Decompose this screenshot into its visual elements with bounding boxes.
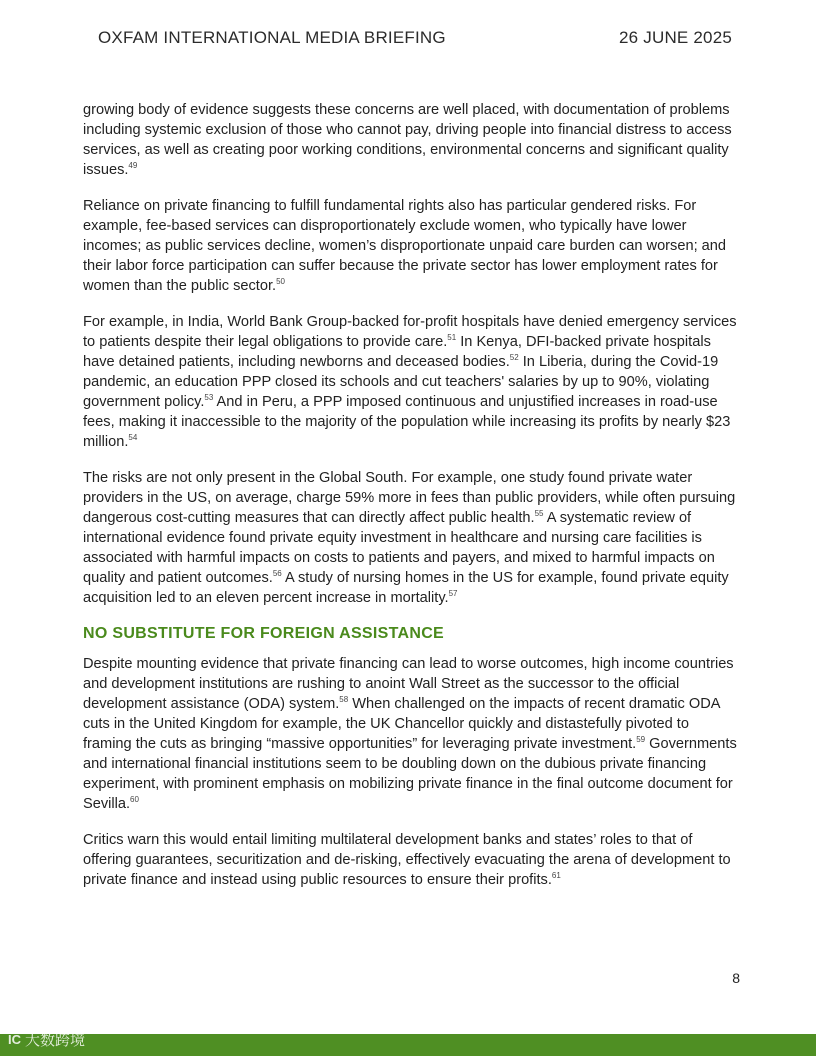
- paragraph-4: [83, 468, 741, 608]
- paragraph-text: Critics warn this would entail limiting multilateral development banks and states’ roles to that of offering guarantees, securitization and de-risking, effectively evacuating the arena of development to private finance and instead using public resources to ensure their profits.: [83, 832, 731, 888]
- paragraph-text: In Liberia, during the Covid-19 pandemic, an education PPP closed its schools and cut teachers' salaries by up to 90%, violating government policy.: [83, 354, 719, 410]
- paragraph-text: growing body of evidence suggests these concerns are well placed, with documentation of problems including systemic exclusion of those who cannot pay, driving people into financial distress to access services, as well as creating poor working conditions, environmental concerns and significant quality issues.: [83, 102, 732, 178]
- footer-bar: [0, 1034, 816, 1056]
- watermark: [8, 1029, 85, 1050]
- header-date: 26 JUNE 2025: [619, 28, 732, 47]
- footnote-ref: 58: [339, 695, 349, 704]
- paragraph-text: Reliance on private financing to fulfill fundamental rights also has particular gendered risks. For example, fee-based services can disproportionately exclude women, who typically have lower incomes; as public services decline, women’s disproportionate unpaid care burden can worsen; and their labor force participation can suffer because the private sector has lower employment rates for women than the public sector.: [83, 198, 727, 294]
- paragraph-text: In Kenya, DFI-backed private hospitals have detained patients, including newborns and deceased bodies.: [83, 334, 711, 370]
- page-header: [98, 28, 732, 48]
- paragraph-text: When challenged on the impacts of recent dramatic ODA cuts in the United Kingdom for example, the UK Chancellor quickly and distastefully pivoted to framing the cuts as bringing “massive opportunities” for leveraging private investment.: [83, 696, 720, 752]
- footnote-ref: 52: [509, 353, 519, 362]
- paragraph-text: A systematic review of international evidence found private equity investment in healthcare and nursing care facilities is associated with harmful impacts on costs to patients and payers, and mixed to harmful impacts on quality and patient outcomes.: [83, 510, 715, 586]
- footnote-ref: 61: [551, 871, 561, 880]
- footnote-ref: 50: [276, 277, 285, 286]
- footnote-ref: 53: [204, 393, 214, 402]
- footnote-ref: 55: [534, 509, 544, 518]
- footnote-ref: 57: [448, 589, 458, 598]
- watermark-text: 大数跨境: [25, 1032, 86, 1049]
- footnote-ref: 51: [447, 333, 457, 342]
- paragraph-1: [83, 100, 741, 180]
- section-heading: NO SUBSTITUTE FOR FOREIGN ASSISTANCE: [83, 625, 445, 642]
- page-number: 8: [732, 970, 740, 986]
- paragraph-text: The risks are not only present in the Global South. For example, one study found private water providers in the US, on average, charge 59% more in fees than public providers, while often pursuing dangerous cost-cutting measures that can directly affect public health.: [83, 470, 736, 526]
- paragraph-2: [83, 196, 741, 296]
- paragraph-text: And in Peru, a PPP imposed continuous and unjustified increases in road-use fees, making it inaccessible to the majority of the population while increasing its profits by nearly $23 million.: [83, 394, 731, 450]
- document-body: [83, 100, 741, 906]
- paragraph-text: Governments and international financial institutions seem to be doubling down on the dubious private financing experiment, with prominent emphasis on mobilizing private finance in the final outcome document for Sevilla.: [83, 736, 737, 812]
- paragraph-6: [83, 830, 741, 890]
- paragraph-3: [83, 312, 741, 452]
- paragraph-text: For example, in India, World Bank Group-backed for-profit hospitals have denied emergency services to patients despite their legal obligations to provide care.: [83, 314, 737, 350]
- footnote-ref: 49: [128, 161, 138, 170]
- paragraph-text: A study of nursing homes in the US for example, found private equity acquisition led to an eleven percent increase in mortality.: [83, 570, 729, 606]
- header-title: OXFAM INTERNATIONAL MEDIA BRIEFING: [98, 28, 446, 47]
- footnote-ref: 54: [128, 433, 138, 442]
- paragraph-text: Despite mounting evidence that private financing can lead to worse outcomes, high income countries and development institutions are rushing to anoint Wall Street as the successor to the official development assistance (ODA) system.: [83, 656, 734, 712]
- footnote-ref: 56: [272, 569, 282, 578]
- footnote-ref: 60: [130, 795, 139, 804]
- watermark-logo-icon: IC: [8, 1032, 21, 1047]
- paragraph-5: [83, 654, 741, 814]
- footnote-ref: 59: [636, 735, 646, 744]
